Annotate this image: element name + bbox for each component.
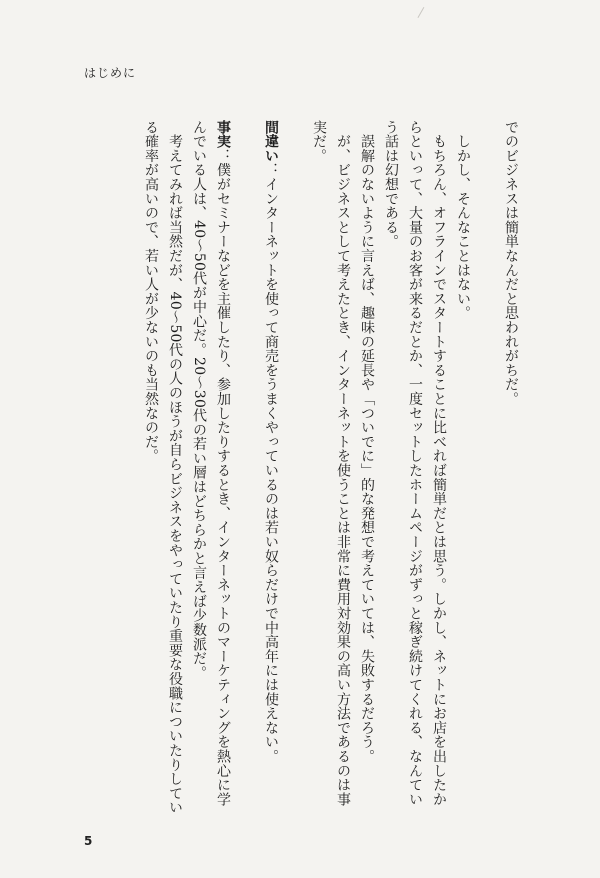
paragraph-2 <box>451 120 475 820</box>
paragraph-1: でのビジネスは簡単なんだと思われがちだ。 <box>503 120 519 406</box>
blank-line <box>475 120 499 820</box>
fact-text: ：僕がセミナーなどを主催したり、参加したりするとき、インターネットのマーケティングを熱心に学んでいる人は、40～50代が中心だ。 <box>191 120 231 807</box>
fact-label: 事実 <box>215 120 231 149</box>
scan-mark <box>417 7 429 21</box>
paragraph-3 <box>379 120 451 820</box>
myth-paragraph <box>259 120 283 820</box>
fact-paragraph <box>187 120 235 820</box>
blank-line <box>235 120 259 820</box>
paragraph-5 <box>307 120 355 820</box>
paragraph-4-text: 誤解のないように言えば、趣味の延長や「ついでに」的な発想で考えていては、失敗するだろう。 <box>359 134 375 764</box>
paragraph-5-text: が、ビジネスとして考えたとき、インターネットを使うことは非常に費用対効果の高い方法であるのは事実だ。 <box>311 120 351 807</box>
paragraph-7 <box>139 120 187 820</box>
myth-text: ：インターネットを使って商売をうまくやっているのは若い奴らだけで中高年には使えない。 <box>263 162 279 764</box>
blank-line <box>283 120 307 820</box>
running-head: はじめに <box>84 66 137 80</box>
myth-label: 間違い <box>263 120 279 163</box>
page-number: 5 <box>84 834 93 848</box>
paragraph-3-text: もちろん、オフラインでスタートすることに比べれば簡単だとは思う。しかし、ネットにお店を出したからといって、大量のお客が来るだとか、一度セットしたホームページがずっと稼ぎ続けてくれる、なんていう話は幻想である。 <box>383 120 447 807</box>
paragraph-4 <box>355 120 379 820</box>
vertical-body-text <box>139 120 523 820</box>
paragraph-7-text: 考えてみれば当然だが、40～50代の人のほうが自らビジネスをやっていたり重要な役職についたりしている確率が高いので、若い人が少ないのも当然なのだ。 <box>143 120 183 815</box>
paragraph-2-text: しかし、そんなことはない。 <box>455 134 471 321</box>
fact-text-cont: 20～30代の若い層はどちらかと言えば少数派だ。 <box>191 357 207 680</box>
